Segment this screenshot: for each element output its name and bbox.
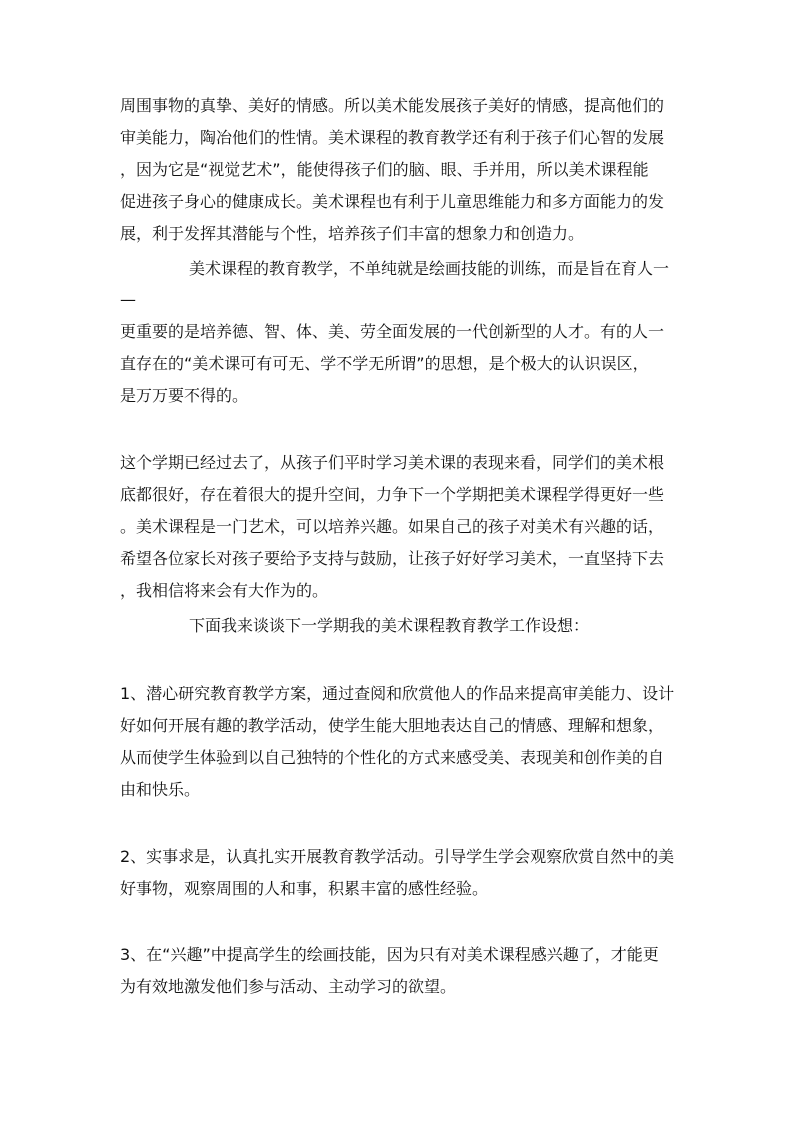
para2-line-5: 是万万要不得的。	[120, 386, 249, 405]
para1-line-5: 展，利于发挥其潜能与个性，培养孩子们丰富的想象力和创造力。	[120, 224, 585, 243]
item1-line-4: 由和快乐。	[120, 780, 201, 799]
para2-line-2: —	[120, 290, 136, 309]
para1-line-3: ，因为它是“视觉艺术”，能使得孩子们的脑、眼、手并用，所以美术课程能	[120, 160, 649, 179]
item1-line-2: 好如何开展有趣的教学活动，使学生能大胆地表达自己的情感、理解和想象，	[120, 716, 665, 735]
item3-line-2: 为有效地激发他们参与活动、主动学习的欲望。	[120, 977, 457, 996]
item2-line-1: 2、实事求是，认真扎实开展教育教学活动。引导学生学会观察欣赏自然中的美	[120, 847, 675, 866]
item1-line-3: 从而使学生体验到以自己独特的个性化的方式来感受美、表现美和创作美的自	[120, 748, 665, 767]
para3-line-1: 这个学期已经过去了，从孩子们平时学习美术课的表现来看，同学们的美术根	[120, 453, 665, 472]
para2-line-1: 美术课程的教育教学，不单纯就是绘画技能的训练，而是旨在育人一	[189, 259, 670, 278]
para3-line-4: 希望各位家长对孩子要给予支持与鼓励，让孩子好好学习美术，一直坚持下去	[120, 549, 665, 568]
para2-line-4: 直存在的“美术课可有可无、学不学无所谓”的思想，是个极大的认识误区，	[120, 354, 649, 373]
item3-line-1: 3、在“兴趣”中提高学生的绘画技能，因为只有对美术课程感兴趣了，才能更	[120, 945, 659, 964]
para1-line-1: 周围事物的真挚、美好的情感。所以美术能发展孩子美好的情感，提高他们的	[120, 96, 665, 115]
para4-line-1: 下面我来谈谈下一学期我的美术课程教育教学工作设想：	[189, 616, 590, 635]
item1-line-1: 1、潜心研究教育教学方案，通过查阅和欣赏他人的作品来提高审美能力、设计	[120, 684, 675, 703]
para1-line-2: 审美能力，陶冶他们的性情。美术课程的教育教学还有利于孩子们心智的发展	[120, 128, 665, 147]
para3-line-2: 底都很好，存在着很大的提升空间，力争下一个学期把美术课程学得更好一些	[120, 485, 665, 504]
para1-line-4: 促进孩子身心的健康成长。美术课程也有利于儿童思维能力和多方面能力的发	[120, 192, 665, 211]
para2-line-3: 更重要的是培养德、智、体、美、劳全面发展的一代创新型的人才。有的人一	[120, 322, 665, 341]
para3-line-3: 。美术课程是一门艺术，可以培养兴趣。如果自己的孩子对美术有兴趣的话，	[120, 517, 665, 536]
para3-line-5: ，我相信将来会有大作为的。	[120, 581, 329, 600]
item2-line-2: 好事物，观察周围的人和事，积累丰富的感性经验。	[120, 879, 489, 898]
